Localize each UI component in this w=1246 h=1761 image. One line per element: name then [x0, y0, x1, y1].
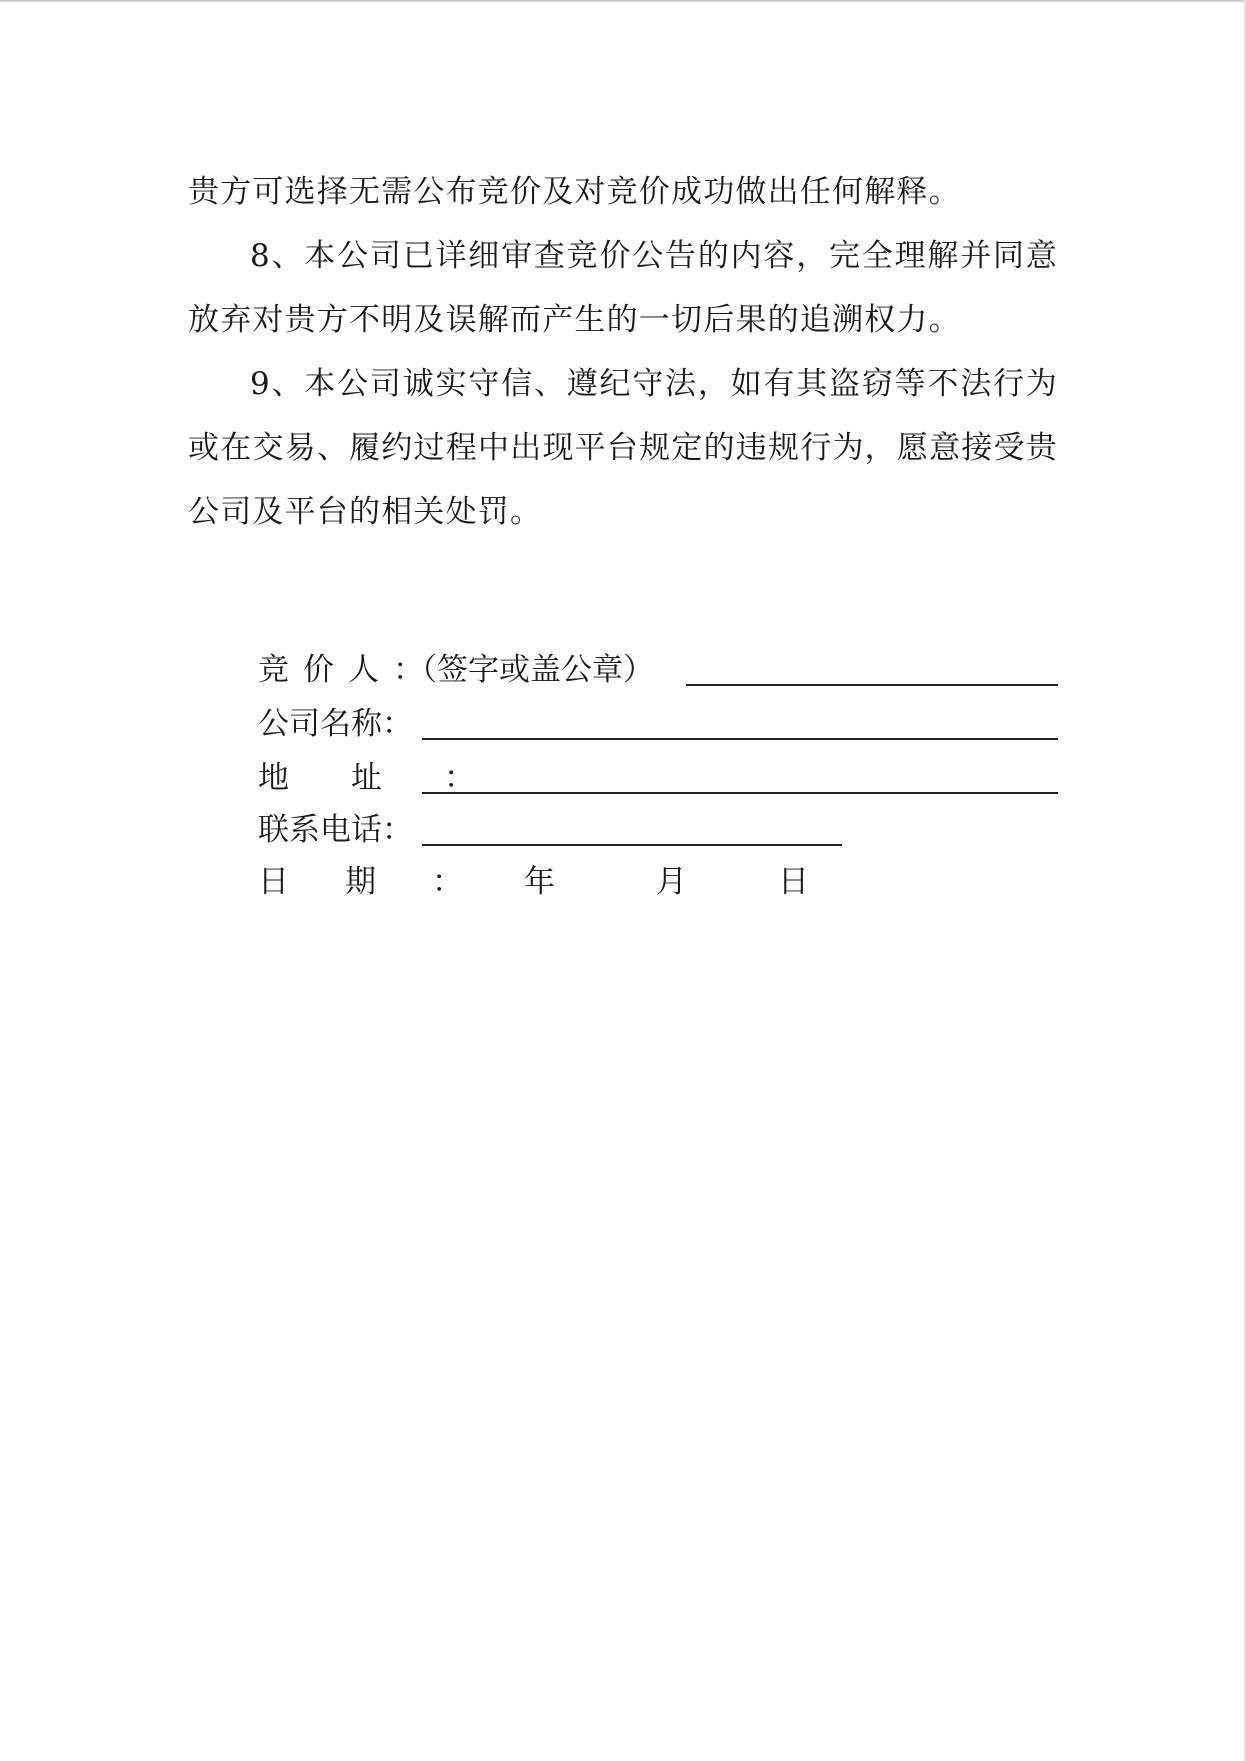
address-row	[258, 758, 1058, 798]
paragraph-item-8: 8、本公司已详细审查竞价公告的内容，完全理解并同意放弃对贵方不明及误解而产生的一切后果的追溯权力。	[188, 238, 1058, 338]
paragraph-item-9: 9、本公司诚实守信、遵纪守法，如有其盗窃等不法行为或在交易、履约过程中出现平台规定的违规行为，愿意接受贵公司及平台的相关处罚。	[188, 366, 1058, 530]
date-label: 日期：	[258, 864, 519, 900]
scan-edge-top	[0, 0, 1246, 3]
commitment-text	[188, 160, 1058, 544]
phone-row	[258, 810, 1058, 850]
date-year: 年	[524, 864, 555, 900]
bidder-hint: （签字或盖公章）	[406, 652, 654, 688]
address-line[interactable]	[422, 792, 1058, 794]
bidder-row	[258, 650, 1058, 690]
phone-label: 联系电话：	[258, 812, 413, 848]
company-row	[258, 704, 1058, 744]
address-label: 地址：	[258, 760, 537, 796]
date-row	[258, 862, 1058, 902]
company-label: 公司名称：	[258, 706, 413, 742]
date-month: 月	[656, 864, 687, 900]
date-day: 日	[778, 864, 809, 900]
company-name-line[interactable]	[422, 738, 1058, 740]
bidder-label: 竞价人：	[258, 652, 438, 688]
paragraph-continuation: 贵方可选择无需公布竞价及对竞价成功做出任何解释。	[188, 174, 961, 210]
phone-line[interactable]	[422, 844, 842, 846]
bidder-signature-line[interactable]	[686, 684, 1058, 686]
